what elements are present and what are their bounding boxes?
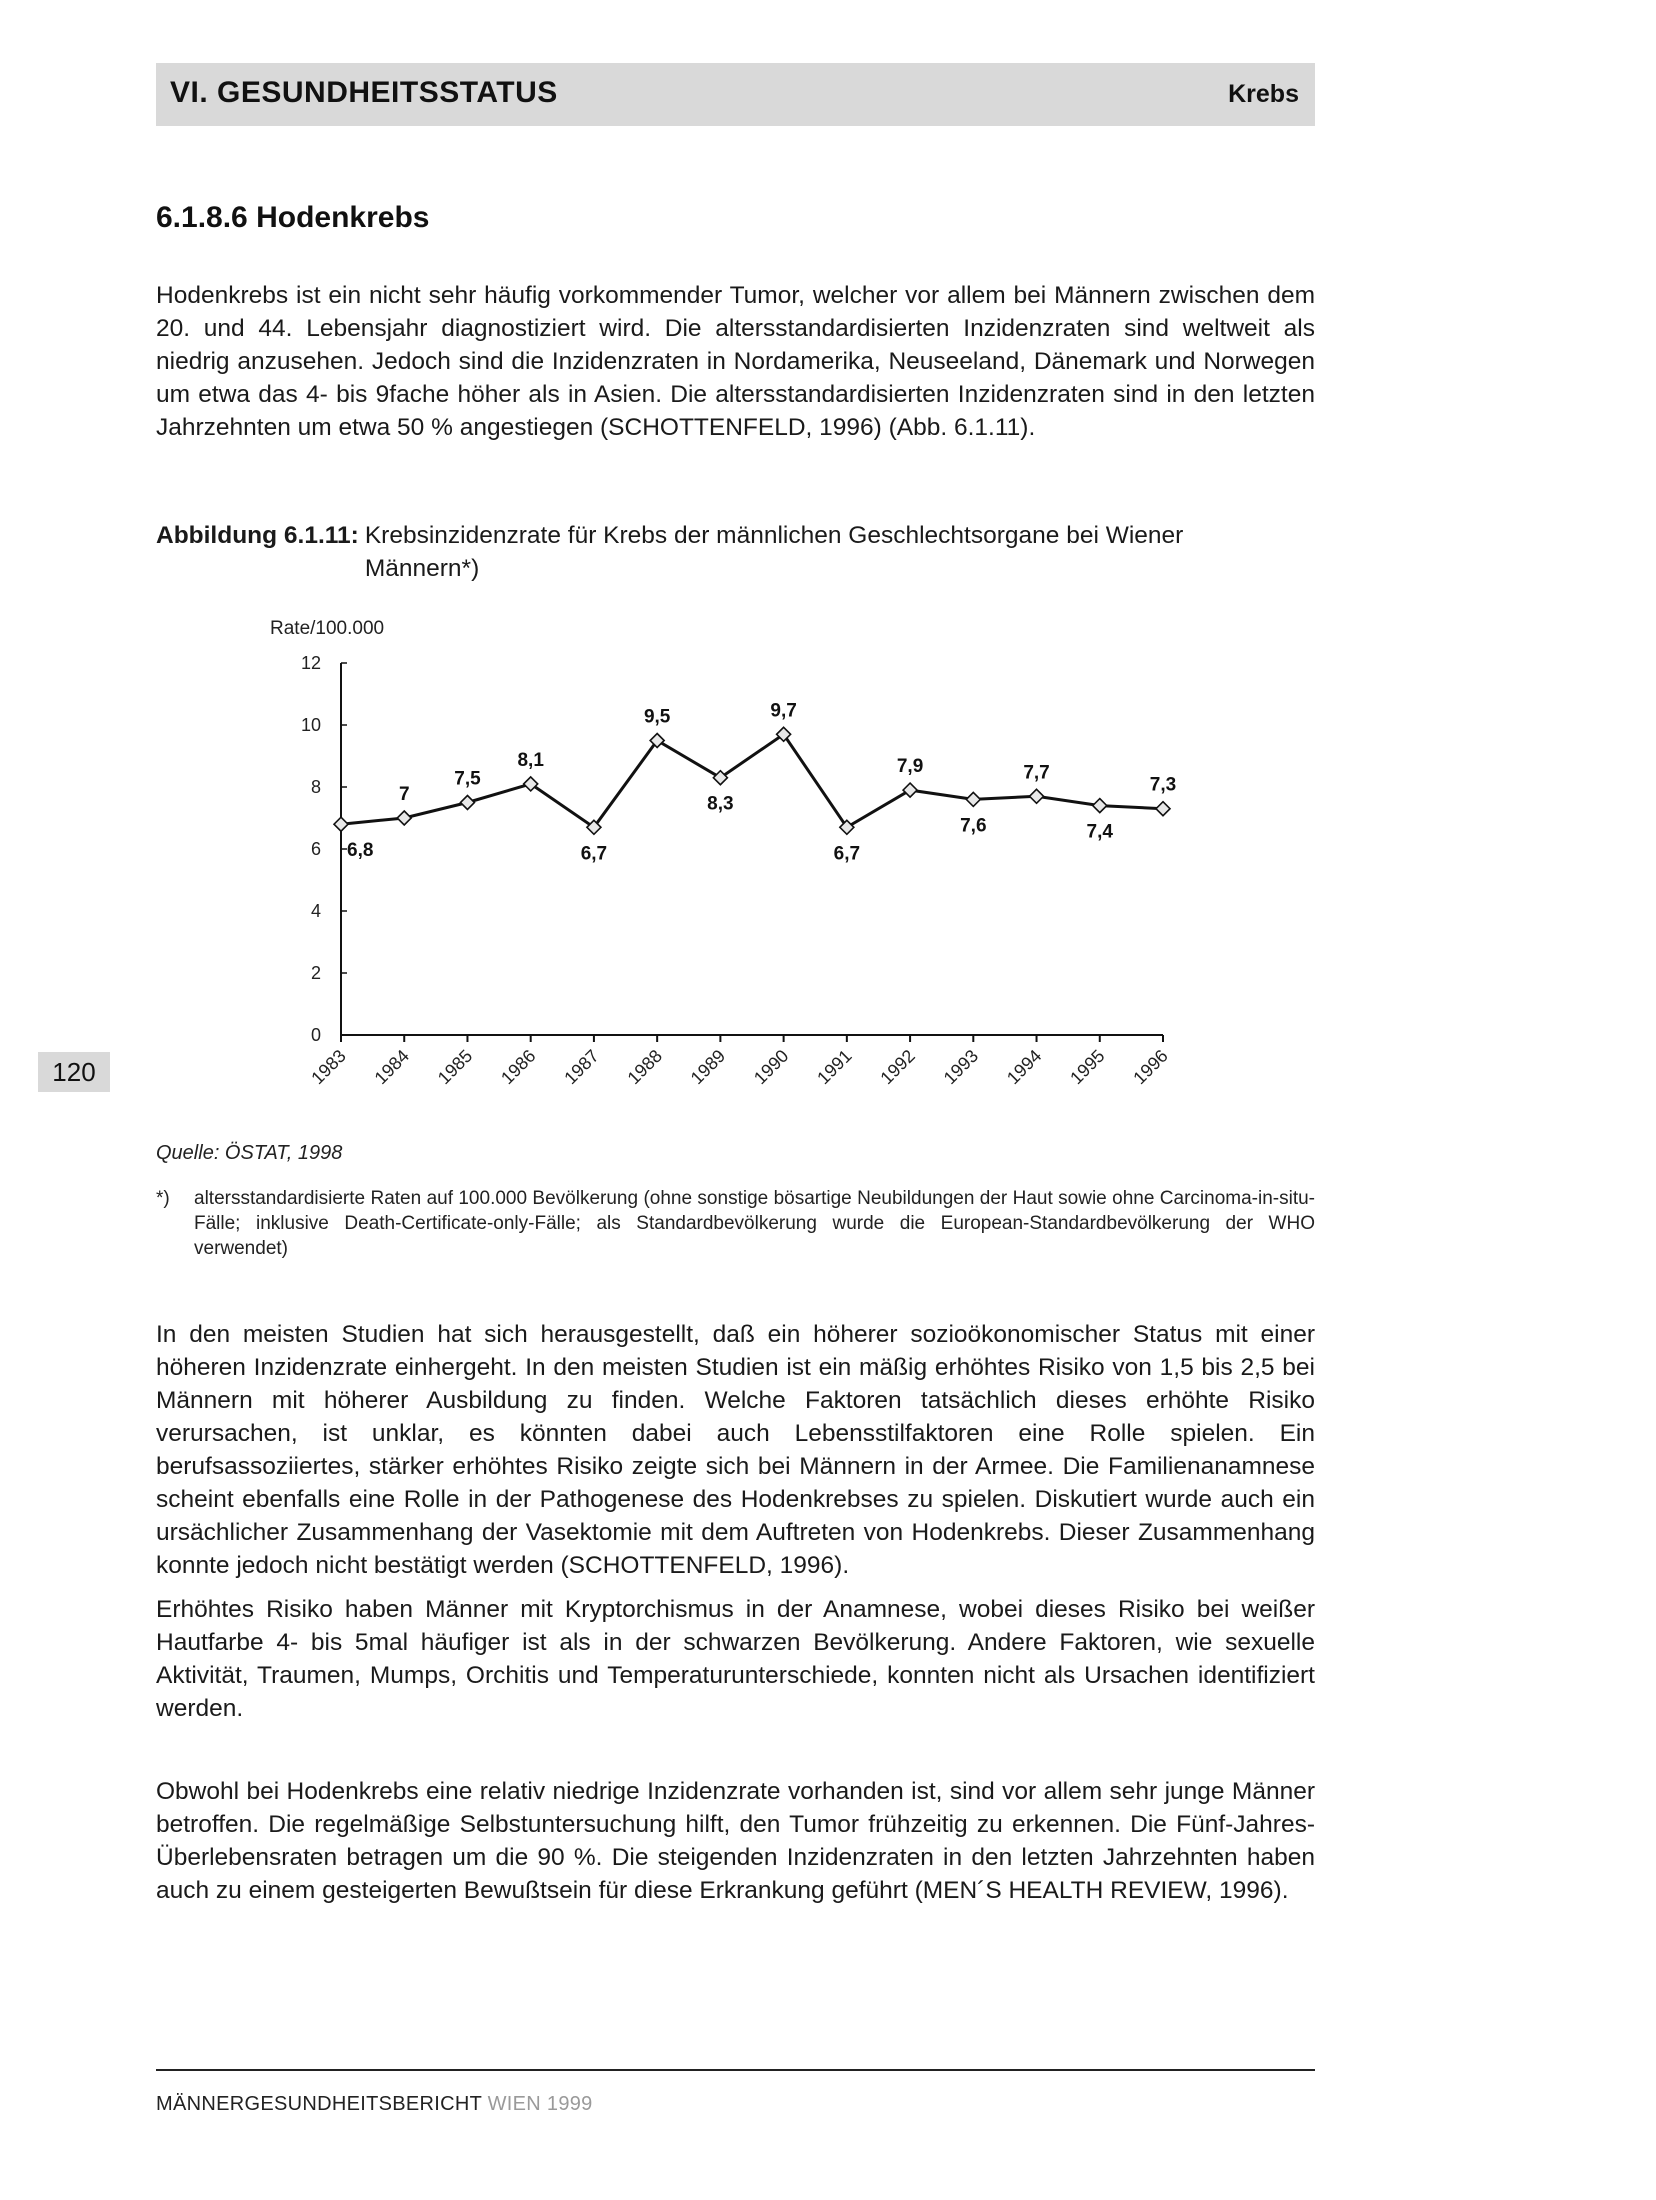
incidence-line-chart	[260, 610, 1220, 1130]
data-label: 6,7	[833, 843, 861, 865]
x-tick-label: 1983	[307, 1045, 350, 1089]
y-tick-label: 12	[300, 653, 321, 673]
x-tick-label: 1992	[876, 1045, 919, 1089]
chapter-header	[156, 63, 1315, 126]
y-tick-label: 0	[310, 1025, 321, 1045]
intro-paragraph: Hodenkrebs ist ein nicht sehr häufig vorkommender Tumor, welcher vor allem bei Männern zwischen dem 20. und 44. Lebensjahr diagnostiziert wird. Die altersstandardisierten Inzidenzraten sind weltweit als niedrig anzusehen. Jedoch sind die Inzidenzraten in Nordamerika, Neuseeland, Dänemark und Norwegen um etwa das 4- bis 9fache höher als in Asien. Die altersstandardisierten Inzidenzraten sind in den letzten Jahrzehnten um etwa 50 % angestiegen (SCHOTTENFELD, 1996) (Abb. 6.1.11).	[156, 282, 1315, 441]
data-label: 7,6	[960, 815, 987, 837]
data-label: 7,7	[1023, 762, 1050, 784]
data-label: 7,9	[896, 756, 924, 778]
y-tick-label: 10	[300, 715, 321, 735]
footer-report-title: MÄNNERGESUNDHEITSBERICHT	[156, 2093, 482, 2115]
data-labels	[347, 700, 1176, 864]
figure-footnote	[156, 1186, 1315, 1261]
data-point-marker	[397, 811, 411, 825]
data-label: 8,3	[707, 793, 734, 815]
data-label: 7	[398, 784, 410, 805]
x-tick-label: 1990	[749, 1045, 793, 1089]
data-label: 7,4	[1086, 821, 1113, 843]
y-axis-label: Rate/100.000	[270, 618, 385, 639]
data-point-marker	[334, 817, 348, 831]
x-tick-label: 1987	[560, 1045, 603, 1089]
footer	[156, 2093, 593, 2116]
data-label: 6,7	[580, 843, 608, 865]
footnote-text: altersstandardisierte Raten auf 100.000 Bevölkerung (ohne sonstige bösartige Neubildungen der Haut sowie ohne Carcinoma-in-situ-Fälle; inklusive Death-Certificate-only-Fälle; als Standardbevölkerung wurde die European-Standardbevölkerung der WHO verwendet)	[194, 1188, 1315, 1259]
data-point-marker	[460, 796, 474, 810]
page-number: 120	[38, 1052, 110, 1092]
data-point-marker	[1093, 799, 1107, 813]
closing-paragraph: Obwohl bei Hodenkrebs eine relativ niedrige Inzidenzrate vorhanden ist, sind vor allem sehr junge Männer betroffen. Die regelmäßige Selbstuntersuchung hilft, den Tumor frühzeitig zu erkennen. Die Fünf-Jahres-Überlebensraten betragen um die 90 %. Die steigenden Inzidenzraten in den letzten Jahrzehnten haben auch zu einem gesteigerten Bewußtsein für diese Erkrankung geführt (MEN´S HEALTH REVIEW, 1996).	[156, 1778, 1315, 1904]
data-label: 7,3	[1149, 774, 1177, 796]
y-tick-label: 4	[310, 901, 321, 921]
footer-edition: WIEN 1999	[487, 2093, 593, 2115]
figure-caption-text: Krebsinzidenzrate für Krebs der männlichen Geschlechtsorgane bei Wiener Männern*)	[364, 522, 1184, 582]
data-point-marker	[903, 783, 917, 797]
data-label: 9,7	[770, 700, 797, 722]
data-point-marker	[966, 792, 980, 806]
x-tick-label: 1991	[813, 1045, 856, 1089]
section-title: 6.1.8.6 Hodenkrebs	[156, 201, 430, 234]
y-tick-label: 6	[310, 839, 321, 859]
chapter-topic-tag: Krebs	[1228, 80, 1299, 108]
x-tick-label: 1985	[433, 1045, 477, 1089]
x-tick-label: 1986	[497, 1045, 540, 1089]
data-label: 6,8	[347, 840, 374, 862]
x-tick-label: 1988	[623, 1045, 666, 1089]
figure-caption	[156, 519, 1315, 585]
figure-label: Abbildung 6.1.11:	[156, 522, 359, 549]
x-tick-label: 1993	[939, 1045, 983, 1089]
data-point-marker	[1030, 789, 1044, 803]
figure-source: Quelle: ÖSTAT, 1998	[156, 1142, 343, 1164]
y-tick-label: 8	[310, 777, 321, 797]
x-tick-label: 1994	[1002, 1045, 1046, 1089]
risk-paragraph: Erhöhtes Risiko haben Männer mit Kryptorchismus in der Anamnese, wobei dieses Risiko bei weißer Hautfarbe 4- bis 5mal häufiger ist als in der schwarzen Bevölkerung. Andere Faktoren, wie sexuelle Aktivität, Traumen, Mumps, Orchitis und Temperaturunterschiede, konnten nicht als Ursachen identifiziert werden.	[156, 1596, 1315, 1722]
y-tick-label: 2	[310, 963, 321, 983]
y-axis	[301, 653, 347, 1045]
x-tick-label: 1996	[1129, 1045, 1172, 1089]
x-tick-label: 1995	[1066, 1045, 1109, 1089]
studies-paragraph: In den meisten Studien hat sich herausgestellt, daß ein höherer sozioökonomischer Status mit einer höheren Inzidenzrate einhergeht. In den meisten Studien ist ein mäßig erhöhtes Risiko von 1,5 bis 2,5 bei Männern mit höherer Ausbildung zu finden. Welche Faktoren tatsächlich dieses erhöhte Risiko verursachen, ist unklar, es könnten dabei auch Lebensstilfaktoren eine Rolle spielen. Ein berufsassoziiertes, stärker erhöhtes Risiko zeigte sich bei Männern in der Armee. Die Familienanamnese scheint ebenfalls eine Rolle in der Pathogenese des Hodenkrebses zu spielen. Diskutiert wurde auch ein ursächlicher Zusammenhang der Vasektomie mit dem Auftreten von Hodenkrebs. Dieser Zusammenhang konnte jedoch nicht bestätigt werden (SCHOTTENFELD, 1996).	[156, 1321, 1315, 1579]
data-label: 8,1	[517, 749, 544, 771]
footnote-mark: *)	[156, 1188, 170, 1209]
chapter-title: VI. GESUNDHEITSSTATUS	[170, 76, 558, 109]
footer-divider	[156, 2069, 1315, 2071]
x-tick-label: 1989	[686, 1045, 730, 1089]
x-axis	[307, 1035, 1171, 1088]
x-tick-label: 1984	[370, 1045, 414, 1089]
data-label: 7,5	[454, 768, 481, 790]
data-point-marker	[1156, 802, 1170, 816]
data-label: 9,5	[643, 706, 671, 728]
